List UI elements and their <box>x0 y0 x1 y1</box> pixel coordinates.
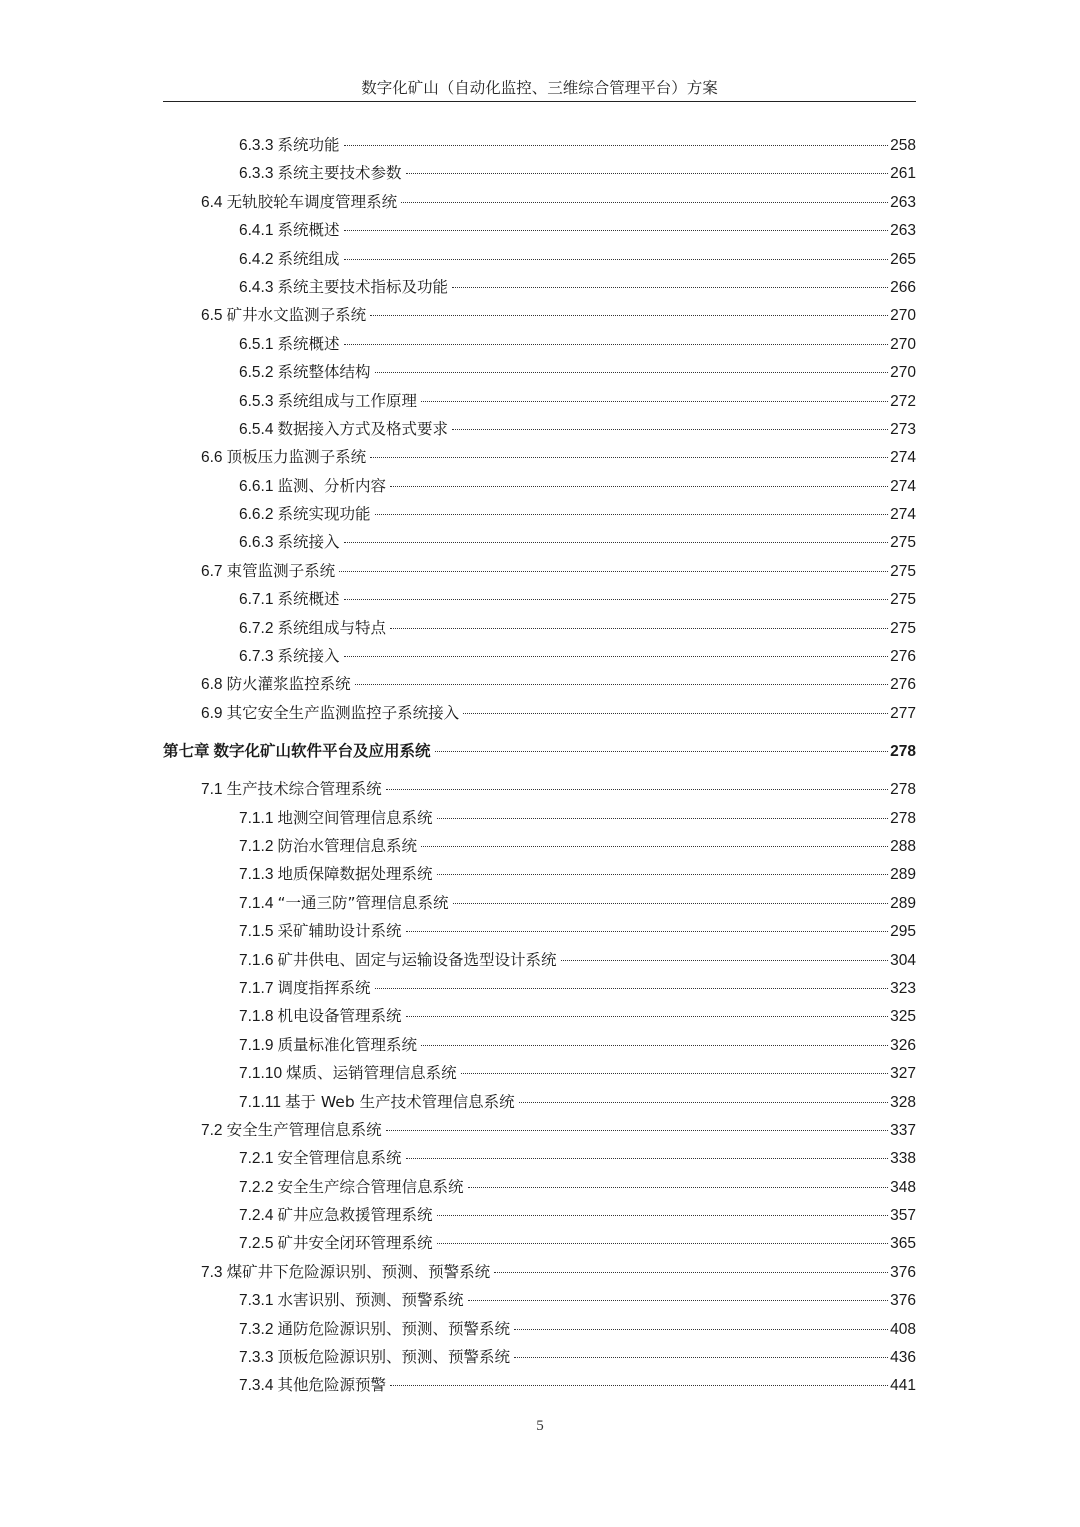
toc-entry-title: 系统功能 <box>277 136 340 154</box>
toc-entry-page: 274 <box>890 506 916 524</box>
toc-entry-page: 275 <box>890 619 916 637</box>
toc-entry[interactable] <box>163 775 916 803</box>
toc-entry-number: 6.7.2 <box>239 619 274 637</box>
dot-leader <box>344 230 889 231</box>
toc-entry-number: 6.3.3 <box>239 137 274 154</box>
toc-entry-number: 7.3.1 <box>239 1292 274 1310</box>
toc-entry-number: 7.2.5 <box>239 1235 274 1253</box>
toc-entry-number: 7.1.2 <box>239 837 274 855</box>
toc-entry-title: 系统主要技术参数 <box>277 164 402 183</box>
dot-leader <box>437 818 889 819</box>
toc-entry-number: 6.5.2 <box>239 364 274 382</box>
toc-entry-title: 系统概述 <box>277 334 340 353</box>
toc-entry-page: 408 <box>890 1320 916 1338</box>
toc-entry[interactable] <box>163 557 916 585</box>
toc-entry[interactable] <box>163 472 916 500</box>
toc-entry[interactable] <box>163 1002 916 1030</box>
toc-entry-page: 270 <box>890 364 916 382</box>
toc-entry-number: 7.1.11 <box>239 1093 281 1111</box>
toc-chapter-entry[interactable] <box>163 737 916 765</box>
dot-leader <box>514 1357 888 1358</box>
toc-entry[interactable] <box>163 1173 916 1201</box>
toc-entry[interactable] <box>163 946 916 974</box>
toc-entry[interactable] <box>163 1201 916 1229</box>
toc-entry-number: 7.2.2 <box>239 1178 274 1196</box>
toc-entry-page: 278 <box>890 781 916 799</box>
toc-entry-number: 6.7.1 <box>239 591 274 609</box>
table-of-contents <box>163 131 916 1400</box>
toc-entry-title: 采矿辅助设计系统 <box>277 922 402 941</box>
toc-entry[interactable] <box>163 642 916 670</box>
toc-entry-page: 276 <box>890 648 916 666</box>
dot-leader <box>514 1329 888 1330</box>
dot-leader <box>355 684 889 685</box>
dot-leader <box>452 287 888 288</box>
toc-entry-page: 365 <box>890 1235 916 1253</box>
toc-entry-page: 276 <box>890 676 916 694</box>
toc-entry-title: 地测空间管理信息系统 <box>277 808 433 827</box>
toc-entry-title: 安全生产管理信息系统 <box>226 1120 382 1139</box>
toc-entry-title: 生产技术综合管理系统 <box>226 780 382 799</box>
toc-entry-title: 防治水管理信息系统 <box>277 836 417 855</box>
toc-entry-number: 7.1.7 <box>239 979 274 997</box>
toc-entry-title: 顶板危险源识别、预测、预警系统 <box>277 1348 510 1367</box>
toc-entry-title: 系统组成与特点 <box>277 618 386 637</box>
dot-leader <box>370 457 888 458</box>
toc-entry-number: 7.1.1 <box>239 809 274 827</box>
toc-entry[interactable] <box>163 1343 916 1371</box>
dot-leader <box>406 1016 889 1017</box>
toc-entry-title: 矿井水文监测子系统 <box>226 306 367 325</box>
toc-entry[interactable] <box>163 974 916 1002</box>
toc-entry-page: 261 <box>890 165 916 183</box>
toc-entry-title: 系统概述 <box>277 221 340 240</box>
dot-leader <box>344 344 889 345</box>
toc-entry-title: 监测、分析内容 <box>277 476 386 495</box>
dot-leader <box>421 846 888 847</box>
dot-leader <box>435 751 889 752</box>
toc-entry[interactable] <box>163 860 916 888</box>
toc-entry-number: 7.3.4 <box>239 1377 274 1395</box>
toc-entry-title: 矿井应急救援管理系统 <box>277 1206 433 1225</box>
toc-entry[interactable] <box>163 131 916 159</box>
dot-leader <box>421 401 888 402</box>
toc-entry-number: 6.5.4 <box>239 420 274 438</box>
toc-entry-title: 顶板压力监测子系统 <box>226 448 367 467</box>
toc-entry-page: 274 <box>890 449 916 467</box>
toc-entry[interactable] <box>163 832 916 860</box>
toc-entry-title: 其他危险源预警 <box>277 1376 386 1395</box>
dot-leader <box>390 628 888 629</box>
toc-entry[interactable] <box>163 216 916 244</box>
toc-entry[interactable] <box>163 1059 916 1087</box>
dot-leader <box>344 542 889 543</box>
dot-leader <box>468 1300 889 1301</box>
toc-entry-page: 348 <box>890 1178 916 1196</box>
toc-entry-title: 安全生产综合管理信息系统 <box>277 1177 464 1196</box>
toc-entry-title: “一通三防”管理信息系统 <box>277 893 449 912</box>
toc-entry-page: 304 <box>890 951 916 969</box>
toc-entry-title: 束管监测子系统 <box>226 561 336 580</box>
toc-entry-number: 6.5.1 <box>239 335 274 353</box>
toc-entry[interactable] <box>163 415 916 443</box>
toc-entry[interactable] <box>163 1229 916 1257</box>
toc-entry[interactable] <box>163 614 916 642</box>
toc-entry[interactable] <box>163 358 916 386</box>
toc-entry-page: 338 <box>890 1150 916 1168</box>
toc-entry[interactable] <box>163 1088 916 1116</box>
toc-entry-number: 7.2.4 <box>239 1207 274 1225</box>
toc-entry[interactable] <box>163 917 916 945</box>
dot-leader <box>494 1272 888 1273</box>
toc-entry-number: 7.2 <box>201 1121 223 1139</box>
toc-entry-title: 系统接入 <box>277 533 340 552</box>
toc-entry[interactable] <box>163 1371 916 1399</box>
toc-entry-page: 277 <box>890 704 916 722</box>
page-header: 数字化矿山（自动化监控、三维综合管理平台）方案 <box>361 79 718 97</box>
toc-entry-page: 441 <box>890 1377 916 1395</box>
dot-leader <box>463 713 888 714</box>
dot-leader <box>375 988 889 989</box>
toc-entry-title: 通防危险源识别、预测、预警系统 <box>277 1319 510 1338</box>
toc-entry-page: 289 <box>890 894 916 912</box>
toc-entry-page: 270 <box>890 307 916 325</box>
toc-entry[interactable] <box>163 1258 916 1286</box>
dot-leader <box>437 874 889 875</box>
toc-entry-number: 6.6 <box>201 449 223 467</box>
toc-entry-number: 6.5 <box>201 307 223 325</box>
toc-entry-title: 系统接入 <box>277 647 340 666</box>
dot-leader <box>344 656 889 657</box>
toc-entry-number: 6.5.3 <box>239 392 274 410</box>
toc-entry-title: 煤质、运销管理信息系统 <box>286 1064 457 1083</box>
toc-entry-title: 防火灌浆监控系统 <box>226 675 351 694</box>
dot-leader <box>390 1385 888 1386</box>
dot-leader <box>401 202 888 203</box>
toc-entry-number: 7.1 <box>201 781 223 799</box>
dot-leader <box>344 259 889 260</box>
toc-entry[interactable] <box>163 1286 916 1314</box>
toc-entry-page: 278 <box>890 743 916 761</box>
toc-entry-number: 6.7 <box>201 562 223 580</box>
toc-entry[interactable] <box>163 804 916 832</box>
toc-entry-page: 288 <box>890 837 916 855</box>
dot-leader <box>386 789 889 790</box>
toc-entry-title: 数字化矿山软件平台及应用系统 <box>213 742 431 761</box>
toc-entry-title: 系统组成与工作原理 <box>277 391 417 410</box>
toc-entry[interactable] <box>163 889 916 917</box>
toc-entry-number: 6.4.2 <box>239 250 274 268</box>
toc-entry-title: 地质保障数据处理系统 <box>277 865 433 884</box>
toc-entry-number: 7.1.6 <box>239 951 274 969</box>
toc-entry-page: 270 <box>890 335 916 353</box>
toc-entry-number: 7.1.8 <box>239 1008 274 1026</box>
toc-entry[interactable] <box>163 528 916 556</box>
toc-entry-title: 系统组成 <box>277 249 340 268</box>
toc-entry-title: 数据接入方式及格式要求 <box>277 419 448 438</box>
toc-entry-page: 263 <box>890 193 916 211</box>
toc-entry-page: 272 <box>890 392 916 410</box>
dot-leader <box>386 1130 889 1131</box>
toc-entry-number: 6.6.2 <box>239 506 274 524</box>
toc-entry-page: 323 <box>890 979 916 997</box>
toc-entry-number: 7.3 <box>201 1263 223 1281</box>
toc-entry[interactable] <box>163 301 916 329</box>
dot-leader <box>519 1102 889 1103</box>
dot-leader <box>375 514 889 515</box>
toc-entry[interactable] <box>163 273 916 301</box>
toc-entry-number: 6.7.3 <box>239 648 274 666</box>
dot-leader <box>406 1158 889 1159</box>
toc-entry-title: 调度指挥系统 <box>277 978 371 997</box>
toc-entry-page: 328 <box>890 1093 916 1111</box>
toc-entry-number: 6.4.1 <box>239 222 274 240</box>
toc-entry-page: 258 <box>890 137 916 154</box>
dot-leader <box>375 372 889 373</box>
dot-leader <box>453 903 889 904</box>
toc-entry-page: 263 <box>890 222 916 240</box>
toc-entry-title: 系统主要技术指标及功能 <box>277 277 448 296</box>
toc-entry[interactable] <box>163 670 916 698</box>
toc-entry[interactable] <box>163 443 916 471</box>
toc-entry-page: 275 <box>890 534 916 552</box>
toc-entry[interactable] <box>163 1315 916 1343</box>
toc-entry-page: 327 <box>890 1065 916 1083</box>
dot-leader <box>370 315 888 316</box>
toc-entry-page: 295 <box>890 923 916 941</box>
toc-entry-title: 系统整体结构 <box>277 363 371 382</box>
toc-entry[interactable] <box>163 1031 916 1059</box>
toc-entry-number: 7.2.1 <box>239 1150 274 1168</box>
toc-entry-title: 质量标准化管理系统 <box>277 1035 417 1054</box>
dot-leader <box>561 960 889 961</box>
toc-entry[interactable] <box>163 387 916 415</box>
toc-entry-page: 325 <box>890 1008 916 1026</box>
toc-entry-number: 7.3.3 <box>239 1349 274 1367</box>
header-rule <box>163 101 916 102</box>
toc-entry-number: 7.1.4 <box>239 894 274 912</box>
toc-entry-page: 275 <box>890 562 916 580</box>
toc-entry[interactable] <box>163 1116 916 1144</box>
toc-entry-title: 矿井供电、固定与运输设备选型设计系统 <box>277 950 557 969</box>
toc-entry-number: 6.8 <box>201 676 223 694</box>
toc-entry-page: 376 <box>890 1292 916 1310</box>
toc-entry-page: 376 <box>890 1263 916 1281</box>
toc-entry[interactable] <box>163 188 916 216</box>
toc-entry-title: 系统实现功能 <box>277 505 371 524</box>
toc-entry-page: 357 <box>890 1207 916 1225</box>
toc-entry-number: 7.3.2 <box>239 1320 274 1338</box>
toc-entry[interactable] <box>163 159 916 187</box>
toc-entry-number: 7.1.5 <box>239 923 274 941</box>
dot-leader <box>406 931 889 932</box>
dot-leader <box>468 1187 889 1188</box>
toc-entry-title: 机电设备管理系统 <box>277 1007 402 1026</box>
dot-leader <box>452 429 888 430</box>
dot-leader <box>406 173 889 174</box>
toc-entry-number: 7.1.10 <box>239 1065 283 1083</box>
toc-entry-page: 436 <box>890 1349 916 1367</box>
toc-entry-page: 278 <box>890 809 916 827</box>
dot-leader <box>390 486 888 487</box>
toc-entry-page: 273 <box>890 420 916 438</box>
toc-entry-title: 基于 Web 生产技术管理信息系统 <box>284 1092 515 1111</box>
dot-leader <box>344 145 889 146</box>
toc-entry[interactable] <box>163 330 916 358</box>
toc-entry-title: 煤矿井下危险源识别、预测、预警系统 <box>226 1262 491 1281</box>
toc-entry[interactable] <box>163 500 916 528</box>
toc-entry-number: 7.1.3 <box>239 866 274 884</box>
toc-entry-title: 矿井安全闭环管理系统 <box>277 1234 433 1253</box>
toc-entry-page: 274 <box>890 477 916 495</box>
toc-entry-page: 326 <box>890 1036 916 1054</box>
toc-entry-page: 275 <box>890 591 916 609</box>
dot-leader <box>461 1073 889 1074</box>
dot-leader <box>344 599 889 600</box>
toc-entry-page: 266 <box>890 278 916 296</box>
toc-entry-number: 第七章 <box>163 743 210 761</box>
toc-entry[interactable] <box>163 699 916 727</box>
dot-leader <box>339 571 888 572</box>
toc-entry[interactable] <box>163 245 916 273</box>
toc-entry-number: 6.3.3 <box>239 165 274 183</box>
toc-entry-number: 6.9 <box>201 704 223 722</box>
toc-entry-title: 系统概述 <box>277 590 340 609</box>
dot-leader <box>437 1215 889 1216</box>
toc-entry-page: 265 <box>890 250 916 268</box>
toc-entry-title: 其它安全生产监测监控子系统接入 <box>226 703 460 722</box>
toc-entry-number: 6.4.3 <box>239 278 274 296</box>
toc-entry-page: 337 <box>890 1121 916 1139</box>
toc-entry-title: 无轨胶轮车调度管理系统 <box>226 192 398 211</box>
toc-entry[interactable] <box>163 1144 916 1172</box>
toc-entry-number: 6.4 <box>201 193 223 211</box>
toc-entry-title: 安全管理信息系统 <box>277 1149 402 1168</box>
toc-entry-number: 6.6.1 <box>239 477 274 495</box>
dot-leader <box>421 1045 888 1046</box>
toc-entry-title: 水害识别、预测、预警系统 <box>277 1291 464 1310</box>
toc-entry-number: 7.1.9 <box>239 1036 274 1054</box>
toc-entry-number: 6.6.3 <box>239 534 274 552</box>
dot-leader <box>437 1243 889 1244</box>
toc-entry[interactable] <box>163 585 916 613</box>
page-number: 5 <box>536 1418 544 1434</box>
toc-entry-page: 289 <box>890 866 916 884</box>
